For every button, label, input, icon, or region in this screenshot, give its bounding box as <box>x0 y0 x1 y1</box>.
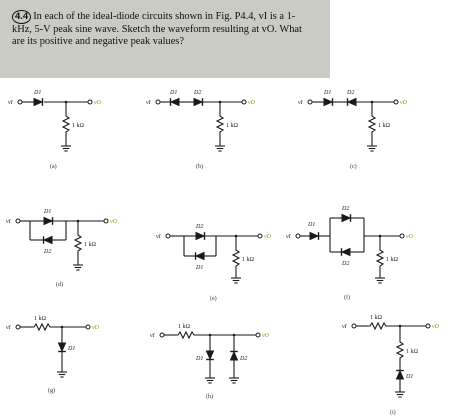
circuit-d <box>6 209 118 288</box>
resistor <box>217 114 223 134</box>
diode-d1 <box>196 252 205 260</box>
ground-icon <box>231 278 241 283</box>
d2-label: D2 <box>342 206 350 212</box>
d2-label: D2 <box>347 90 355 96</box>
ground-icon <box>73 265 83 270</box>
problem-number: 4.4 <box>12 10 31 24</box>
resistor-label: 1 kΩ <box>34 316 46 322</box>
output-label: vO <box>400 100 407 106</box>
output-label: vO <box>94 100 101 106</box>
input-label: vI <box>156 234 161 240</box>
diode-d2-lower <box>342 248 351 256</box>
d1-label: D1 <box>308 222 316 228</box>
d2-label: D2 <box>196 224 204 230</box>
input-label: vI <box>342 324 347 330</box>
input-label: vI <box>286 234 291 240</box>
d1-label: D1 <box>34 90 42 96</box>
subfigure-label: (f) <box>344 295 350 301</box>
d2-label: D2 <box>194 90 202 96</box>
ground-icon <box>205 378 215 383</box>
resistor <box>233 248 239 268</box>
diode-d2 <box>194 98 203 106</box>
resistor-label: 1 kΩ <box>72 123 84 129</box>
diode-d1 <box>396 371 404 380</box>
resistor-series <box>368 323 388 329</box>
resistor-label: 1 kΩ <box>370 315 382 321</box>
resistor <box>32 324 52 330</box>
output-label: vO <box>264 234 271 240</box>
resistor <box>176 332 196 338</box>
subfigure-label: (e) <box>210 296 217 302</box>
output-label: vO <box>406 234 413 240</box>
ground-icon <box>57 372 67 377</box>
circuit-a <box>8 90 102 170</box>
resistor-label: 1 kΩ <box>84 242 96 248</box>
output-label: vO <box>248 100 255 106</box>
subfigure-label: (c) <box>350 164 357 170</box>
resistor-shunt <box>397 340 403 360</box>
resistor-label: 1 kΩ <box>378 123 390 129</box>
subfigure-label: (g) <box>48 388 55 394</box>
circuit-g <box>6 316 100 394</box>
input-label: vI <box>8 100 13 106</box>
d1-label: D1 <box>196 356 204 362</box>
input-label: vI <box>150 333 155 339</box>
diode-d1 <box>44 217 53 225</box>
subfigure-label: (a) <box>50 164 57 170</box>
output-label: vO <box>262 333 269 339</box>
output-label: vO <box>110 219 117 225</box>
diode-d2 <box>196 232 205 240</box>
output-label: vO <box>92 325 99 331</box>
diode-d2 <box>44 236 53 244</box>
d1-label: D1 <box>68 346 76 352</box>
d1-label: D1 <box>44 209 52 215</box>
resistor-label-2: 1 kΩ <box>406 349 418 355</box>
resistor <box>75 233 81 253</box>
resistor-label: 1 kΩ <box>178 324 190 330</box>
d1-label: D1 <box>406 374 414 380</box>
diode-d1 <box>310 232 319 240</box>
resistor-label: 1 kΩ <box>386 257 398 263</box>
circuit-b <box>146 90 256 170</box>
subfigure-label: (d) <box>56 282 63 288</box>
circuit-c <box>298 90 408 170</box>
output-label: vO <box>432 324 439 330</box>
subfigure-label: (i) <box>390 410 396 416</box>
circuit-e <box>156 224 272 302</box>
d2-label: D2 <box>240 356 248 362</box>
input-label: vI <box>146 100 151 106</box>
diode-d2 <box>348 98 357 106</box>
d2-label: D2 <box>44 249 52 255</box>
d2-label-lower: D2 <box>342 261 350 267</box>
subfigure-label: (b) <box>196 164 203 170</box>
subfigure-label: (h) <box>206 394 213 400</box>
d1-label: D1 <box>196 265 204 271</box>
diode-d1 <box>324 98 333 106</box>
resistor <box>63 114 69 134</box>
d1-label: D1 <box>324 90 332 96</box>
circuit-i <box>342 315 440 416</box>
circuit-f <box>286 206 414 301</box>
ground-icon <box>215 146 225 151</box>
circuit-h <box>150 324 270 400</box>
diode-d1 <box>171 98 180 106</box>
diode-d1 <box>206 351 214 360</box>
input-label: vI <box>298 100 303 106</box>
resistor-label: 1 kΩ <box>242 257 254 263</box>
resistor <box>377 248 383 268</box>
d1-label: D1 <box>170 90 178 96</box>
input-label: vI <box>6 219 11 225</box>
ground-icon-2 <box>229 378 239 383</box>
resistor <box>369 114 375 134</box>
ground-icon <box>367 146 377 151</box>
diode-d1 <box>58 343 66 352</box>
ground-icon <box>375 278 385 283</box>
resistor-label: 1 kΩ <box>226 123 238 129</box>
diode-d1 <box>34 98 43 106</box>
ground-icon <box>61 146 71 151</box>
problem-text: In each of the ideal-diode circuits shown in Fig. P4.4, vI is a 1-kHz, 5-V peak sine wave. Sketch the waveform resulting at vO. What are its positive and negative peak values? <box>12 11 302 47</box>
diode-d2 <box>230 352 238 361</box>
input-label: vI <box>6 325 11 331</box>
diode-d2 <box>342 214 351 222</box>
ground-icon <box>395 392 405 397</box>
